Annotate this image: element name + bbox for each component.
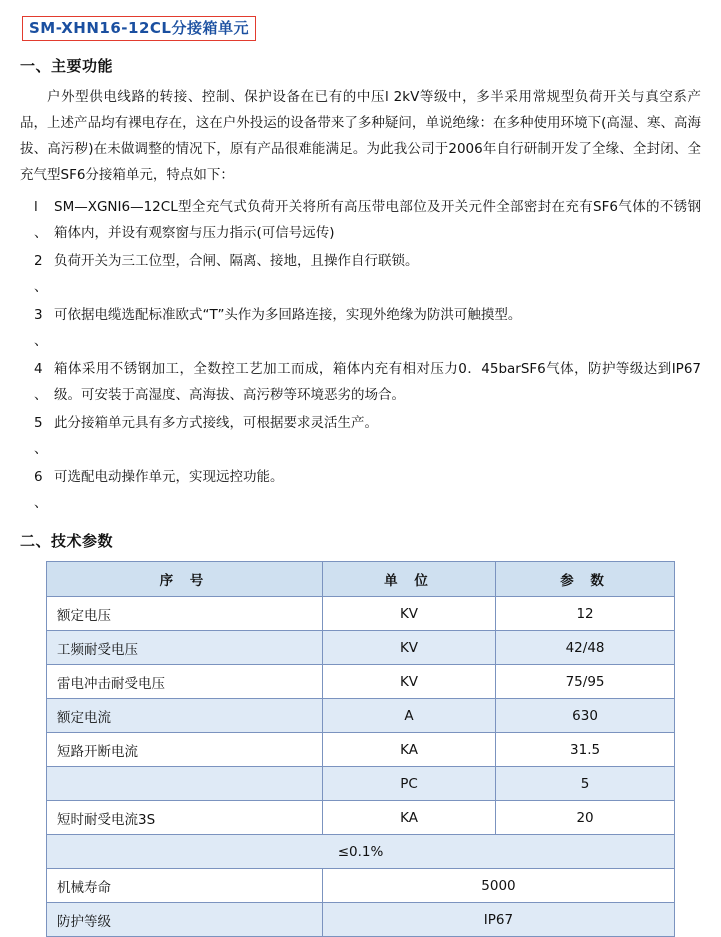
list-item-text: 箱体采用不锈钢加工，全数控工艺加工而成，箱体内充有相对压力0．45barSF6气体，防护等级达到IP67级。可安装于高湿度、高海拔、高污秽等环境恶劣的场合。 <box>54 361 701 403</box>
cell-name: 机械寿命 <box>47 869 323 903</box>
cell-name: 工频耐受电压 <box>47 631 323 665</box>
table-header-row <box>47 562 675 597</box>
cell-name <box>47 767 323 801</box>
list-item-number: 5 、 <box>34 415 48 457</box>
cell-value: 31.5 <box>496 733 675 767</box>
cell-name: 防护等级 <box>47 903 323 937</box>
cell-unit: A <box>322 699 495 733</box>
cell-value: 20 <box>496 801 675 835</box>
intro-paragraph: 户外型供电线路的转接、控制、保护设备在已有的中压l 2kV等级中，多半采用常规型负荷开关与真空系产品，上述产品均有裸电存在，这在户外投运的设备带来了多种疑问，单说绝缘：在多种使用环境下(高湿、寒、高海拔、高污秽)在未做调整的情况下，原有产品很难能满足。为此我公司于2006年自行研制开发了全缘、全封闭、全充气型SF6分接箱单元，特点如下： <box>20 89 701 183</box>
list-item <box>20 410 701 462</box>
list-item-text: SM—XGNI6—12CL型全充气式负荷开关将所有高压带电部位及开关元件全部密封在充有SF6气体的不锈钢箱体内，并设有观察窗与压力指示(可信号远传) <box>54 199 701 241</box>
feature-list <box>18 194 703 516</box>
table-row <box>47 665 675 699</box>
cell-unit: KA <box>322 733 495 767</box>
list-item-text: 可依据电缆选配标准欧式“T”头作为多回路连接，实现外绝缘为防洪可触摸型。 <box>54 307 522 323</box>
list-item-text: 此分接箱单元具有多方式接线，可根据要求灵活生产。 <box>54 415 378 431</box>
list-item-number: 6 、 <box>34 469 48 511</box>
table-row <box>47 597 675 631</box>
cell-name: 额定电压 <box>47 597 323 631</box>
page-title: SM-XHN16-12CL分接箱单元 <box>22 16 256 41</box>
cell-value: 12 <box>496 597 675 631</box>
table-row <box>47 767 675 801</box>
section-heading-technical-parameters: 二、技术参数 <box>20 532 114 550</box>
cell-value: 5000 <box>322 869 674 903</box>
cell-value: 5 <box>496 767 675 801</box>
table-row <box>47 631 675 665</box>
spec-table-head <box>47 562 675 597</box>
table-row <box>47 869 675 903</box>
cell-unit: PC <box>322 767 495 801</box>
list-item-number: 2 、 <box>34 253 48 295</box>
cell-unit: KA <box>322 801 495 835</box>
list-item-number: 4 、 <box>34 361 48 403</box>
column-header-name: 序 号 <box>47 562 323 597</box>
list-item-text: 负荷开关为三工位型，合闸、隔离、接地，且操作自行联锁。 <box>54 253 419 269</box>
cell-value: ≤0.1% <box>47 835 675 869</box>
cell-name: 短路开断电流 <box>47 733 323 767</box>
table-row <box>47 733 675 767</box>
cell-value: 630 <box>496 699 675 733</box>
list-item <box>20 194 701 246</box>
cell-name: 额定电流 <box>47 699 323 733</box>
cell-name: 短时耐受电流3S <box>47 801 323 835</box>
table-row <box>47 903 675 937</box>
cell-unit: KV <box>322 665 495 699</box>
table-row <box>47 699 675 733</box>
section-heading-main-functions: 一、主要功能 <box>20 57 114 75</box>
cell-value: IP67 <box>322 903 674 937</box>
list-item <box>20 356 701 408</box>
list-item-number: l 、 <box>34 199 48 241</box>
list-item <box>20 248 701 300</box>
spec-table <box>46 561 675 937</box>
cell-value: 75/95 <box>496 665 675 699</box>
spec-table-wrapper <box>18 561 703 937</box>
list-item-text: 可选配电动操作单元，实现远控功能。 <box>54 469 284 485</box>
list-item-number: 3 、 <box>34 307 48 349</box>
column-header-value: 参 数 <box>496 562 675 597</box>
list-item <box>20 302 701 354</box>
cell-unit: KV <box>322 631 495 665</box>
cell-value: 42/48 <box>496 631 675 665</box>
table-row <box>47 801 675 835</box>
column-header-unit: 单 位 <box>322 562 495 597</box>
cell-name: 雷电冲击耐受电压 <box>47 665 323 699</box>
list-item <box>20 464 701 516</box>
table-row <box>47 835 675 869</box>
spec-table-body <box>47 597 675 937</box>
cell-unit: KV <box>322 597 495 631</box>
